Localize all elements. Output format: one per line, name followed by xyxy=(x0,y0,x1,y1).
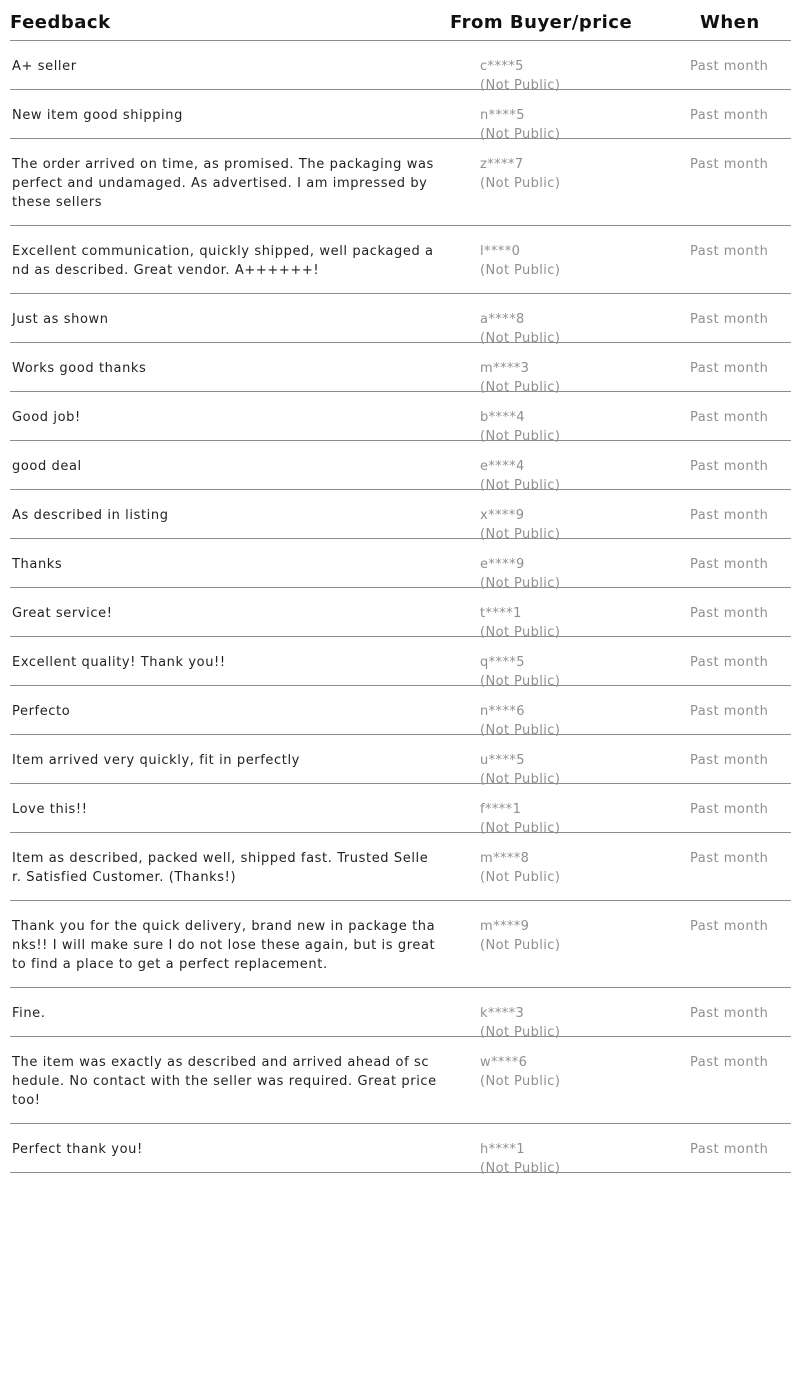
not-public-note: (Not Public) xyxy=(480,78,561,93)
buyer-cell xyxy=(480,155,560,193)
feedback-text: The order arrived on time, as promised. The packaging was perfect and undamaged. As advertised. I am impressed by these sellers xyxy=(12,157,439,210)
buyer-id: a****8 xyxy=(480,312,525,327)
feedback-text: Perfecto xyxy=(12,704,71,719)
feedback-text: Fine. xyxy=(12,1006,46,1021)
not-public-note: (Not Public) xyxy=(480,576,561,591)
table-row xyxy=(10,539,791,591)
not-public-note: (Not Public) xyxy=(480,674,561,689)
buyer-id: z****7 xyxy=(480,157,524,172)
feedback-text: Just as shown xyxy=(12,312,109,327)
feedback-text: Good job! xyxy=(12,410,81,425)
when-cell: Past month xyxy=(690,1142,769,1157)
when-cell: Past month xyxy=(690,919,769,934)
table-row xyxy=(10,490,791,542)
not-public-note: (Not Public) xyxy=(480,331,561,346)
not-public-note: (Not Public) xyxy=(480,380,561,395)
table-row xyxy=(10,441,791,493)
not-public-note: (Not Public) xyxy=(480,527,561,542)
when-cell: Past month xyxy=(690,753,769,768)
table-row xyxy=(10,988,791,1040)
when-cell: Past month xyxy=(690,606,769,621)
feedback-text: Works good thanks xyxy=(12,361,147,376)
buyer-id: x****9 xyxy=(480,508,525,523)
buyer-id: f****1 xyxy=(480,802,522,817)
buyer-id: b****4 xyxy=(480,410,525,425)
table-row xyxy=(10,686,791,738)
feedback-text: New item good shipping xyxy=(12,108,183,123)
when-cell: Past month xyxy=(690,244,769,259)
table-row xyxy=(10,139,791,226)
when-cell: Past month xyxy=(690,557,769,572)
not-public-note: (Not Public) xyxy=(480,772,561,787)
buyer-cell xyxy=(480,1140,560,1178)
table-row xyxy=(10,784,791,836)
not-public-note: (Not Public) xyxy=(480,429,561,444)
buyer-cell xyxy=(480,242,560,280)
not-public-note: (Not Public) xyxy=(480,176,561,191)
when-cell: Past month xyxy=(690,361,769,376)
table-row xyxy=(10,901,791,988)
when-cell: Past month xyxy=(690,59,769,74)
table-row xyxy=(10,735,791,787)
buyer-cell xyxy=(480,849,560,887)
feedback-text: Great service! xyxy=(12,606,113,621)
feedback-text: Perfect thank you! xyxy=(12,1142,143,1157)
table-row xyxy=(10,90,791,142)
buyer-id: w****6 xyxy=(480,1055,528,1070)
not-public-note: (Not Public) xyxy=(480,1161,561,1176)
feedback-text: As described in listing xyxy=(12,508,169,523)
buyer-id: e****9 xyxy=(480,557,525,572)
when-cell: Past month xyxy=(690,655,769,670)
not-public-note: (Not Public) xyxy=(480,1074,561,1089)
when-cell: Past month xyxy=(690,459,769,474)
when-cell: Past month xyxy=(690,508,769,523)
buyer-id: t****1 xyxy=(480,606,522,621)
buyer-cell xyxy=(480,917,560,955)
header-when: When xyxy=(700,12,760,33)
when-cell: Past month xyxy=(690,704,769,719)
when-cell: Past month xyxy=(690,312,769,327)
not-public-note: (Not Public) xyxy=(480,478,561,493)
table-row xyxy=(10,294,791,346)
table-row xyxy=(10,637,791,689)
feedback-text: Excellent communication, quickly shipped, well packaged and as described. Great vendor. A++++++! xyxy=(12,244,434,278)
table-row xyxy=(10,343,791,395)
not-public-note: (Not Public) xyxy=(480,127,561,142)
not-public-note: (Not Public) xyxy=(480,625,561,640)
buyer-id: l****0 xyxy=(480,244,521,259)
header-feedback: Feedback xyxy=(10,12,111,33)
buyer-id: k****3 xyxy=(480,1006,525,1021)
when-cell: Past month xyxy=(690,410,769,425)
not-public-note: (Not Public) xyxy=(480,723,561,738)
feedback-text: A+ seller xyxy=(12,59,77,74)
when-cell: Past month xyxy=(690,108,769,123)
feedback-text: Thanks xyxy=(12,557,63,572)
table-row xyxy=(10,588,791,640)
feedback-text: The item was exactly as described and arrived ahead of schedule. No contact with the seller was required. Great price too! xyxy=(12,1055,442,1108)
buyer-id: u****5 xyxy=(480,753,525,768)
buyer-id: h****1 xyxy=(480,1142,525,1157)
header-from-buyer-price: From Buyer/price xyxy=(450,12,633,33)
table-header xyxy=(10,0,791,41)
table-row xyxy=(10,41,791,93)
not-public-note: (Not Public) xyxy=(480,1025,561,1040)
buyer-id: n****5 xyxy=(480,108,525,123)
feedback-table xyxy=(10,0,791,1176)
table-row xyxy=(10,226,791,294)
buyer-id: c****5 xyxy=(480,59,524,74)
when-cell: Past month xyxy=(690,1055,769,1070)
when-cell: Past month xyxy=(690,157,769,172)
buyer-id: m****9 xyxy=(480,919,530,934)
feedback-text: Excellent quality! Thank you!! xyxy=(12,655,226,670)
when-cell: Past month xyxy=(690,1006,769,1021)
buyer-id: n****6 xyxy=(480,704,525,719)
feedback-text: Item as described, packed well, shipped fast. Trusted Seller. Satisfied Customer. (Thanks!) xyxy=(12,851,429,885)
feedback-text: Item arrived very quickly, fit in perfectly xyxy=(12,753,300,768)
feedback-text: good deal xyxy=(12,459,82,474)
feedback-text: Love this!! xyxy=(12,802,88,817)
feedback-text: Thank you for the quick delivery, brand new in package thanks!! I will make sure I do not lose these again, but is great to find a place to get a perfect replacement. xyxy=(12,919,440,972)
when-cell: Past month xyxy=(690,802,769,817)
table-row xyxy=(10,833,791,901)
when-cell: Past month xyxy=(690,851,769,866)
buyer-id: m****3 xyxy=(480,361,530,376)
not-public-note: (Not Public) xyxy=(480,870,561,885)
table-row xyxy=(10,392,791,444)
not-public-note: (Not Public) xyxy=(480,938,561,953)
not-public-note: (Not Public) xyxy=(480,263,561,278)
buyer-id: q****5 xyxy=(480,655,525,670)
buyer-id: e****4 xyxy=(480,459,525,474)
table-row xyxy=(10,1124,791,1176)
table-row xyxy=(10,1037,791,1124)
buyer-id: m****8 xyxy=(480,851,530,866)
buyer-cell xyxy=(480,1053,560,1091)
not-public-note: (Not Public) xyxy=(480,821,561,836)
